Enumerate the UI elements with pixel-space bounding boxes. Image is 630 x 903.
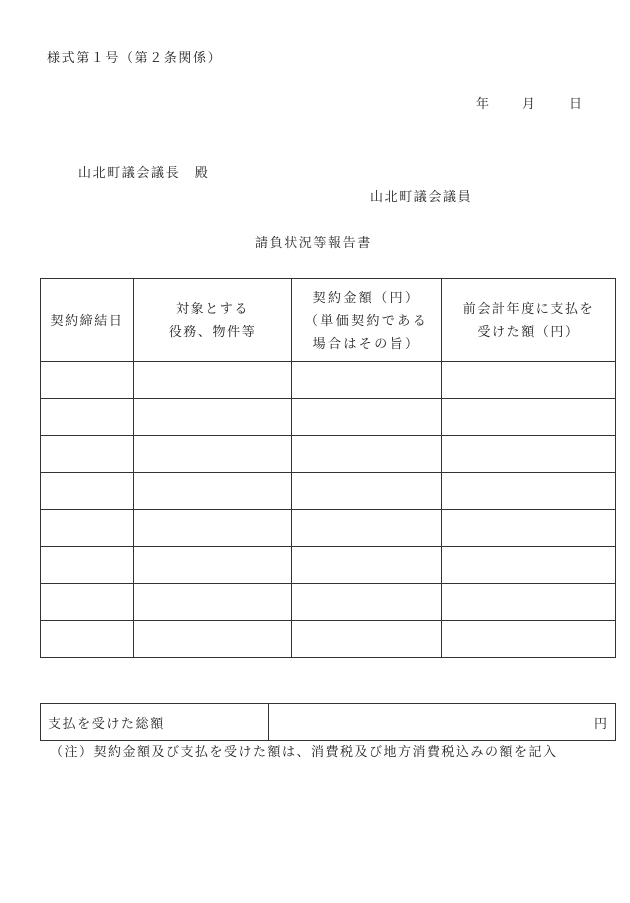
table-cell	[292, 436, 442, 473]
date-month-label: 月	[522, 96, 537, 111]
table-header-row	[41, 279, 616, 362]
header-line: 役務、物件等	[168, 324, 257, 339]
table-cell	[41, 584, 134, 621]
table-cell	[442, 436, 616, 473]
addressee: 山北町議会議長 殿	[78, 165, 210, 180]
table-cell	[292, 621, 442, 658]
total-row	[41, 704, 616, 741]
header-line: 契約締結日	[50, 312, 124, 328]
table-cell	[442, 584, 616, 621]
date-year-label: 年	[476, 96, 491, 111]
table-cell	[292, 473, 442, 510]
date-day-label: 日	[569, 96, 584, 111]
header-line: 対象とする	[175, 301, 249, 316]
header-contract-date	[41, 279, 134, 362]
table-row	[41, 362, 616, 399]
table-cell	[134, 547, 292, 584]
table-cell	[41, 436, 134, 473]
table-row	[41, 584, 616, 621]
table-row	[41, 436, 616, 473]
document-title: 請負状況等報告書	[255, 235, 372, 250]
table-cell	[292, 399, 442, 436]
table-cell	[292, 362, 442, 399]
table-cell	[134, 473, 292, 510]
total-value-cell	[269, 704, 616, 741]
table-row	[41, 510, 616, 547]
table-cell	[134, 399, 292, 436]
header-subject	[134, 279, 292, 362]
table-cell	[442, 399, 616, 436]
table-cell	[41, 510, 134, 547]
form-number: 様式第１号（第２条関係）	[47, 50, 223, 65]
table-row	[41, 547, 616, 584]
sender: 山北町議会議員	[370, 189, 473, 204]
total-unit: 円	[593, 715, 607, 731]
total-label: 支払を受けた総額	[41, 704, 269, 741]
table-cell	[442, 362, 616, 399]
footnote: （注）契約金額及び支払を受けた額は、消費税及び地方消費税込みの額を記入	[50, 744, 558, 759]
header-line: 受けた額（円）	[477, 324, 580, 339]
table-cell	[292, 547, 442, 584]
contract-report-table	[40, 278, 616, 658]
table-cell	[41, 547, 134, 584]
table-cell	[134, 584, 292, 621]
header-line: （単価契約である	[304, 312, 429, 328]
table-cell	[442, 621, 616, 658]
table-cell	[41, 621, 134, 658]
header-prior-year-payment	[442, 279, 616, 362]
table-cell	[41, 399, 134, 436]
header-contract-amount	[292, 279, 442, 362]
header-line: 契約金額（円）	[312, 289, 421, 305]
table-row	[41, 621, 616, 658]
table-cell	[134, 436, 292, 473]
table-cell	[292, 510, 442, 547]
table-row	[41, 399, 616, 436]
table-cell	[134, 362, 292, 399]
header-line: 前会計年度に支払を	[462, 301, 595, 316]
table-cell	[134, 510, 292, 547]
table-cell	[134, 621, 292, 658]
table-body	[41, 362, 616, 658]
table-row	[41, 473, 616, 510]
table-cell	[41, 362, 134, 399]
table-cell	[442, 510, 616, 547]
total-table	[40, 703, 616, 741]
table-cell	[292, 584, 442, 621]
table-cell	[41, 473, 134, 510]
header-line: 場合はその旨）	[312, 335, 421, 351]
table-cell	[442, 547, 616, 584]
table-cell	[442, 473, 616, 510]
